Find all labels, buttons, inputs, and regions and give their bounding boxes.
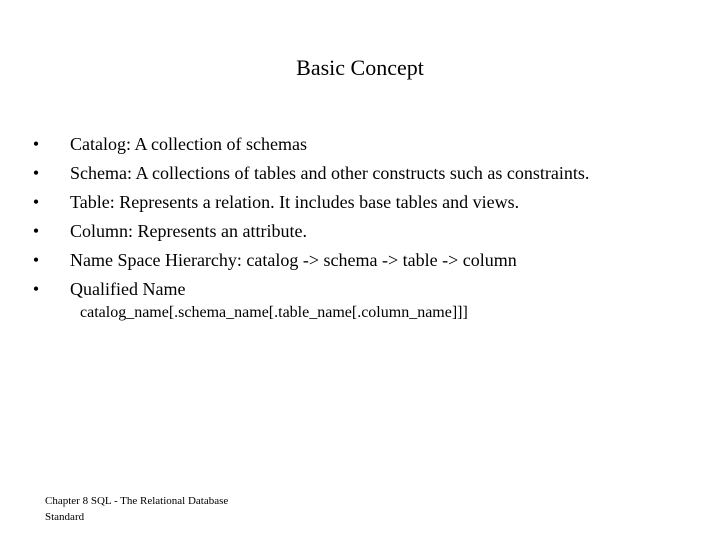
- bullet-text: Qualified Name: [70, 279, 186, 299]
- bullet-icon: •: [32, 250, 40, 270]
- footer-line-2: Standard: [45, 511, 85, 523]
- bullet-icon: •: [32, 221, 40, 241]
- bullet-icon: •: [32, 192, 40, 212]
- qualified-name-syntax: catalog_name[.schema_name[.table_name[.column_name]]]: [80, 304, 468, 321]
- bullet-text: Name Space Hierarchy: catalog -> schema -> table -> column: [70, 250, 517, 270]
- bullet-icon: •: [32, 279, 40, 299]
- bullet-text: Column: Represents an attribute.: [70, 221, 307, 241]
- bullet-icon: •: [32, 134, 40, 154]
- slide-title: Basic Concept: [296, 55, 424, 80]
- bullet-text: Catalog: A collection of schemas: [70, 134, 307, 154]
- slide-footer: [45, 493, 265, 525]
- bullet-icon: •: [32, 163, 40, 183]
- footer-line-1: Chapter 8 SQL - The Relational Database: [45, 495, 229, 507]
- bullet-text: Schema: A collections of tables and other constructs such as constraints.: [70, 163, 590, 183]
- bullet-text: Table: Represents a relation. It includes base tables and views.: [70, 192, 520, 212]
